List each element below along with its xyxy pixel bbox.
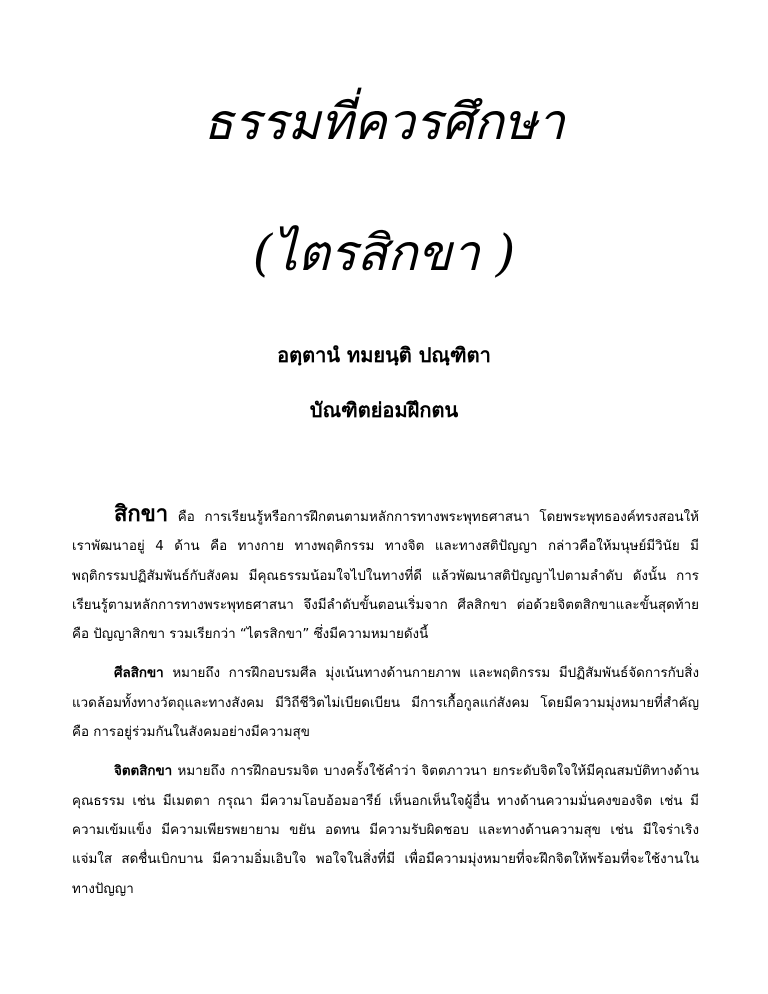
paragraph-sila xyxy=(72,659,699,747)
paragraph-text: หมายถึง การฝึกอบรมจิต บางครั้งใช้คำว่า จิตตภาวนา ยกระดับจิตใจให้มีคุณสมบัติทางด้านคุณธรรม เช่น มีเมตตา กรุณา มีความโอบอ้อมอารีย์ เห็นอกเห็นใจผู้อื่น ทางด้านความมั่นคงของจิต เช่น มีความเข้มแข็ง มีความเพียรพยายาม ขยัน อดทน มีความรับผิดชอบ และทางด้านความสุข เช่น มีใจร่าเริงแจ่มใส สดชื่นเบิกบาน มีความอิ่มเอิบใจ พอใจในสิ่งที่มี เพื่อมีความมุ่งหมายที่จะฝึกจิตให้พร้อมที่จะใช้งานในทางปัญญา xyxy=(72,764,699,897)
page-title: ธรรมที่ควรศึกษา xyxy=(203,93,565,151)
term-sikkha: สิกขา xyxy=(114,502,169,527)
paragraph-citta xyxy=(72,757,699,903)
page-subtitle-trisikkha: (ไตรสิกขา ) xyxy=(252,224,516,282)
term-citta-sikkha: จิตตสิกขา xyxy=(114,764,173,780)
term-sila-sikkha: ศีลสิกขา xyxy=(114,666,164,682)
paragraph-text: คือ การเรียนรู้หรือการฝึกตนตามหลักการทางพระพุทธศาสนา โดยพระพุทธองค์ทรงสอนให้เราพัฒนาอยู่ 4 ด้าน คือ ทางกาย ทางพฤติกรรม ทางจิต และทางสติปัญญา กล่าวคือให้มนุษย์มีวินัย มีพฤติกรรมปฏิสัมพันธ์กับสังคม มีคุณธรรมน้อมใจไปในทางที่ดี แล้วพัฒนาสติปัญญาไปตามลำดับ ดังนั้น การเรียนรู้ตามหลักการทางพระพุทธศาสนา จึงมีลำดับขั้นตอนเริ่มจาก ศีลสิกขา ต่อด้วยจิตตสิกขาและขั้นสุดท้าย คือ ปัญญาสิกขา รวมเรียกว่า “ไตรสิกขา” ซึ่งมีความหมายดังนี้ xyxy=(72,510,699,643)
paragraph-intro xyxy=(72,500,699,649)
pali-quote: อตฺตานํ ทมยนฺติ ปณฺฑิตา xyxy=(277,343,491,367)
pali-translation: บัณฑิตย่อมฝึกตน xyxy=(309,398,459,422)
document-body xyxy=(72,500,699,914)
paragraph-text: หมายถึง การฝึกอบรมศีล มุ่งเน้นทางด้านกายภาพ และพฤติกรรม มีปฏิสัมพันธ์จัดการกับสิ่งแวดล้อมทั้งทางวัตถุและทางสังคม มีวิถีชีวิตไม่เบียดเบียน มีการเกื้อกูลแก่สังคม โดยมีความมุ่งหมายที่สำคัญ คือ การอยู่ร่วมกันในสังคมอย่างมีความสุข xyxy=(72,666,699,741)
